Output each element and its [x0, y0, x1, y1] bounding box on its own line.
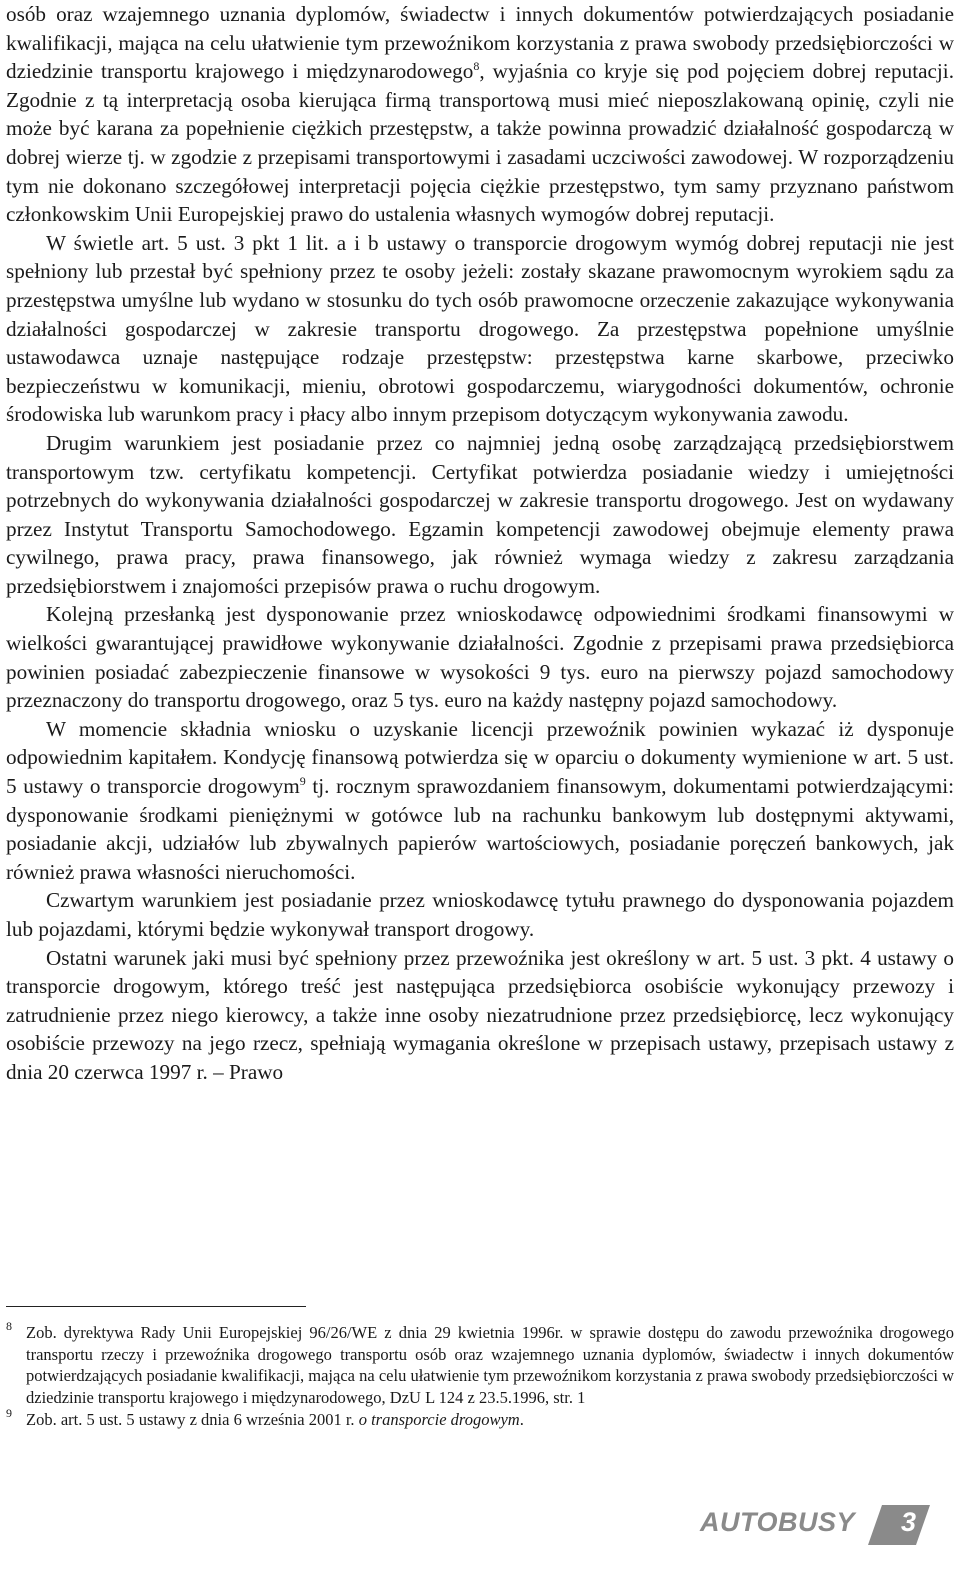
- page-number-badge-icon: [868, 1505, 930, 1545]
- footnote-9: [6, 1405, 954, 1431]
- paragraph-1: [6, 0, 954, 229]
- footnote-text: Zob. dyrektywa Rady Unii Europejskiej 96/26/WE z dnia 29 kwietnia 1996r. w sprawie dostępu do zawodu przewoźnika drogowego transportu rzeczy i przewoźnika drogowego transportu osób oraz wzajemnego uznania dyplomów, świadectw i innych dokumentów potwierdzających posiadanie kwalifikacji, mająca na celu ułatwienie tym przewoźnikom korzystania z prawa swobody przedsiębiorczości w dziedzinie transportu krajowego i międzynarodowego, DzU L 124 z 23.5.1996, str. 1: [26, 1323, 954, 1408]
- footnote-ref-9[interactable]: 9: [299, 773, 306, 788]
- paragraph-5: [6, 715, 954, 887]
- footnote-text-end: .: [519, 1409, 524, 1429]
- footnotes: [6, 1319, 954, 1431]
- paragraph-7: Ostatni warunek jaki musi być spełniony przez przewoźnika jest określony w art. 5 ust. 3 pkt. 4 ustawy o transporcie drogowym, którego treść jest następująca przedsiębiorca osobiście wykonujący przewozy i zatrudnienie przez niego kierowcy, a także inne osoby niezatrudnione przez przedsiębiorcę, lecz wykonujący osobiście przewozy na jego rzecz, spełniają wymagania określone w przepisach ustawy, przepisach ustawy z dnia 20 czerwca 1997 r. – Prawo: [6, 945, 954, 1084]
- paragraph-6: Czwartym warunkiem jest posiadanie przez wnioskodawcę tytułu prawnego do dysponowania pojazdem lub pojazdami, którymi będzie wykonywał transport drogowy.: [6, 888, 954, 941]
- footnote-text-italic: o transporcie drogowym: [358, 1409, 520, 1429]
- paragraph-2: W świetle art. 5 ust. 3 pkt 1 lit. a i b ustawy o transporcie drogowym wymóg dobrej reputacji nie jest spełniony lub przestał być spełniony przez te osoby jeżeli: zostały skazane prawomocnym wyrokiem sądu za przestępstwa umyślne lub wydano w stosunku do tych osób prawomocne orzeczenie zakazujące wykonywania działalności gospodarczej w zakresie transportu drogowego. Za przestępstwa popełnione umyślnie ustawodawca uznaje następujące rodzaje przestępstw: przestępstwa karne skarbowe, przeciwko bezpieczeństwu w komunikacji, mieniu, obrotowi gospodarczemu, wiarygodności dokumentów, ochronie środowiska lub warunkom pracy i płacy albo innym przepisom dotyczącym wykonywania zawodu.: [6, 230, 954, 427]
- footnote-text-plain: Zob. art. 5 ust. 5 ustawy z dnia 6 września 2001 r.: [26, 1409, 359, 1429]
- paragraph-text: tj. rocznym sprawozdaniem finansowym, dokumentami potwierdzającymi: dysponowanie środkami pieniężnymi w gotówce lub na rachunku bankowym lub dostępnymi aktywami, posiadanie akcji, udziałów lub zbywalnych papierów wartościowych, posiadanie poręczeń bankowych, jak również prawa własności nieruchomości.: [6, 774, 954, 884]
- footnote-ref-8[interactable]: 8: [473, 59, 480, 74]
- footnote-text: [26, 1410, 524, 1429]
- footnote-8: [6, 1319, 954, 1409]
- page-number: 3: [900, 1507, 916, 1537]
- footnote-number: 8: [6, 1319, 12, 1333]
- footnote-number: 9: [6, 1405, 12, 1420]
- paragraph-text: , wyjaśnia co kryje się pod pojęciem dobrej reputacji. Zgodnie z tą interpretacją osoba kierująca firmą transportową musi mieć nieposzlakowaną opinię, czyli nie może być karana za popełnienie ciężkich przestępstw, a także powinna prowadzić działalność gospodarczą w dobrej wierze tj. w zgodzie z przepisami transportowymi i zasadami uczciwości zawodowej. W rozporządzeniu tym nie dokonano szczegółowej interpretacji pojęcia ciężkie przestępstwo, tym samy przyznano państwom członkowskim Unii Europejskiej prawo do ustalenia własnych wymogów dobrej reputacji.: [6, 59, 954, 227]
- brand-footer: [700, 1505, 930, 1545]
- brand-logo-text: AUTOBUSY: [700, 1507, 856, 1537]
- paragraph-4: Kolejną przesłanką jest dysponowanie przez wnioskodawcę odpowiednimi środkami finansowymi w wielkości gwarantującej prawidłowe wykonywanie działalności. Zgodnie z przepisami prawa przedsiębiorca powinien posiadać zabezpieczenie finansowe w wysokości 9 tys. euro na pierwszy pojazd samochodowy przeznaczony do transportu drogowego, oraz 5 tys. euro na każdy następny pojazd samochodowy.: [6, 602, 954, 713]
- footnote-divider: [6, 1306, 306, 1307]
- paragraph-text: W momencie składnia wniosku o uzyskanie licencji przewoźnik powinien wykazać iż dysponuje odpowiednim kapitałem. Kondycję finansową potwierdza się w oparciu o dokumenty wymienione w art. 5 ust. 5 ustawy o transporcie drogowym: [6, 716, 954, 799]
- paragraph-text: osób oraz wzajemnego uznania dyplomów, świadectw i innych dokumentów potwierdzających posiadanie kwalifikacji, mająca na celu ułatwienie tym przewoźnikom korzystania z prawa swobody przedsiębiorczości w dziedzinie transportu krajowego i międzynarodowego: [6, 2, 954, 84]
- article-body: [6, 0, 954, 1087]
- paragraph-3: Drugim warunkiem jest posiadanie przez co najmniej jedną osobę zarządzającą przedsiębiorstwem transportowym tzw. certyfikatu kompetencji. Certyfikat potwierdza posiadanie wiedzy i umiejętności potrzebnych do wykonywania działalności gospodarczej w zakresie transportu drogowego. Jest on wydawany przez Instytut Transportu Samochodowego. Egzamin kompetencji zawodowej obejmuje elementy prawa cywilnego, prawa pracy, prawa finansowego, jak również wymaga wiedzy z zakresu zarządzania przedsiębiorstwem i znajomości przepisów prawa o ruchu drogowym.: [6, 430, 954, 598]
